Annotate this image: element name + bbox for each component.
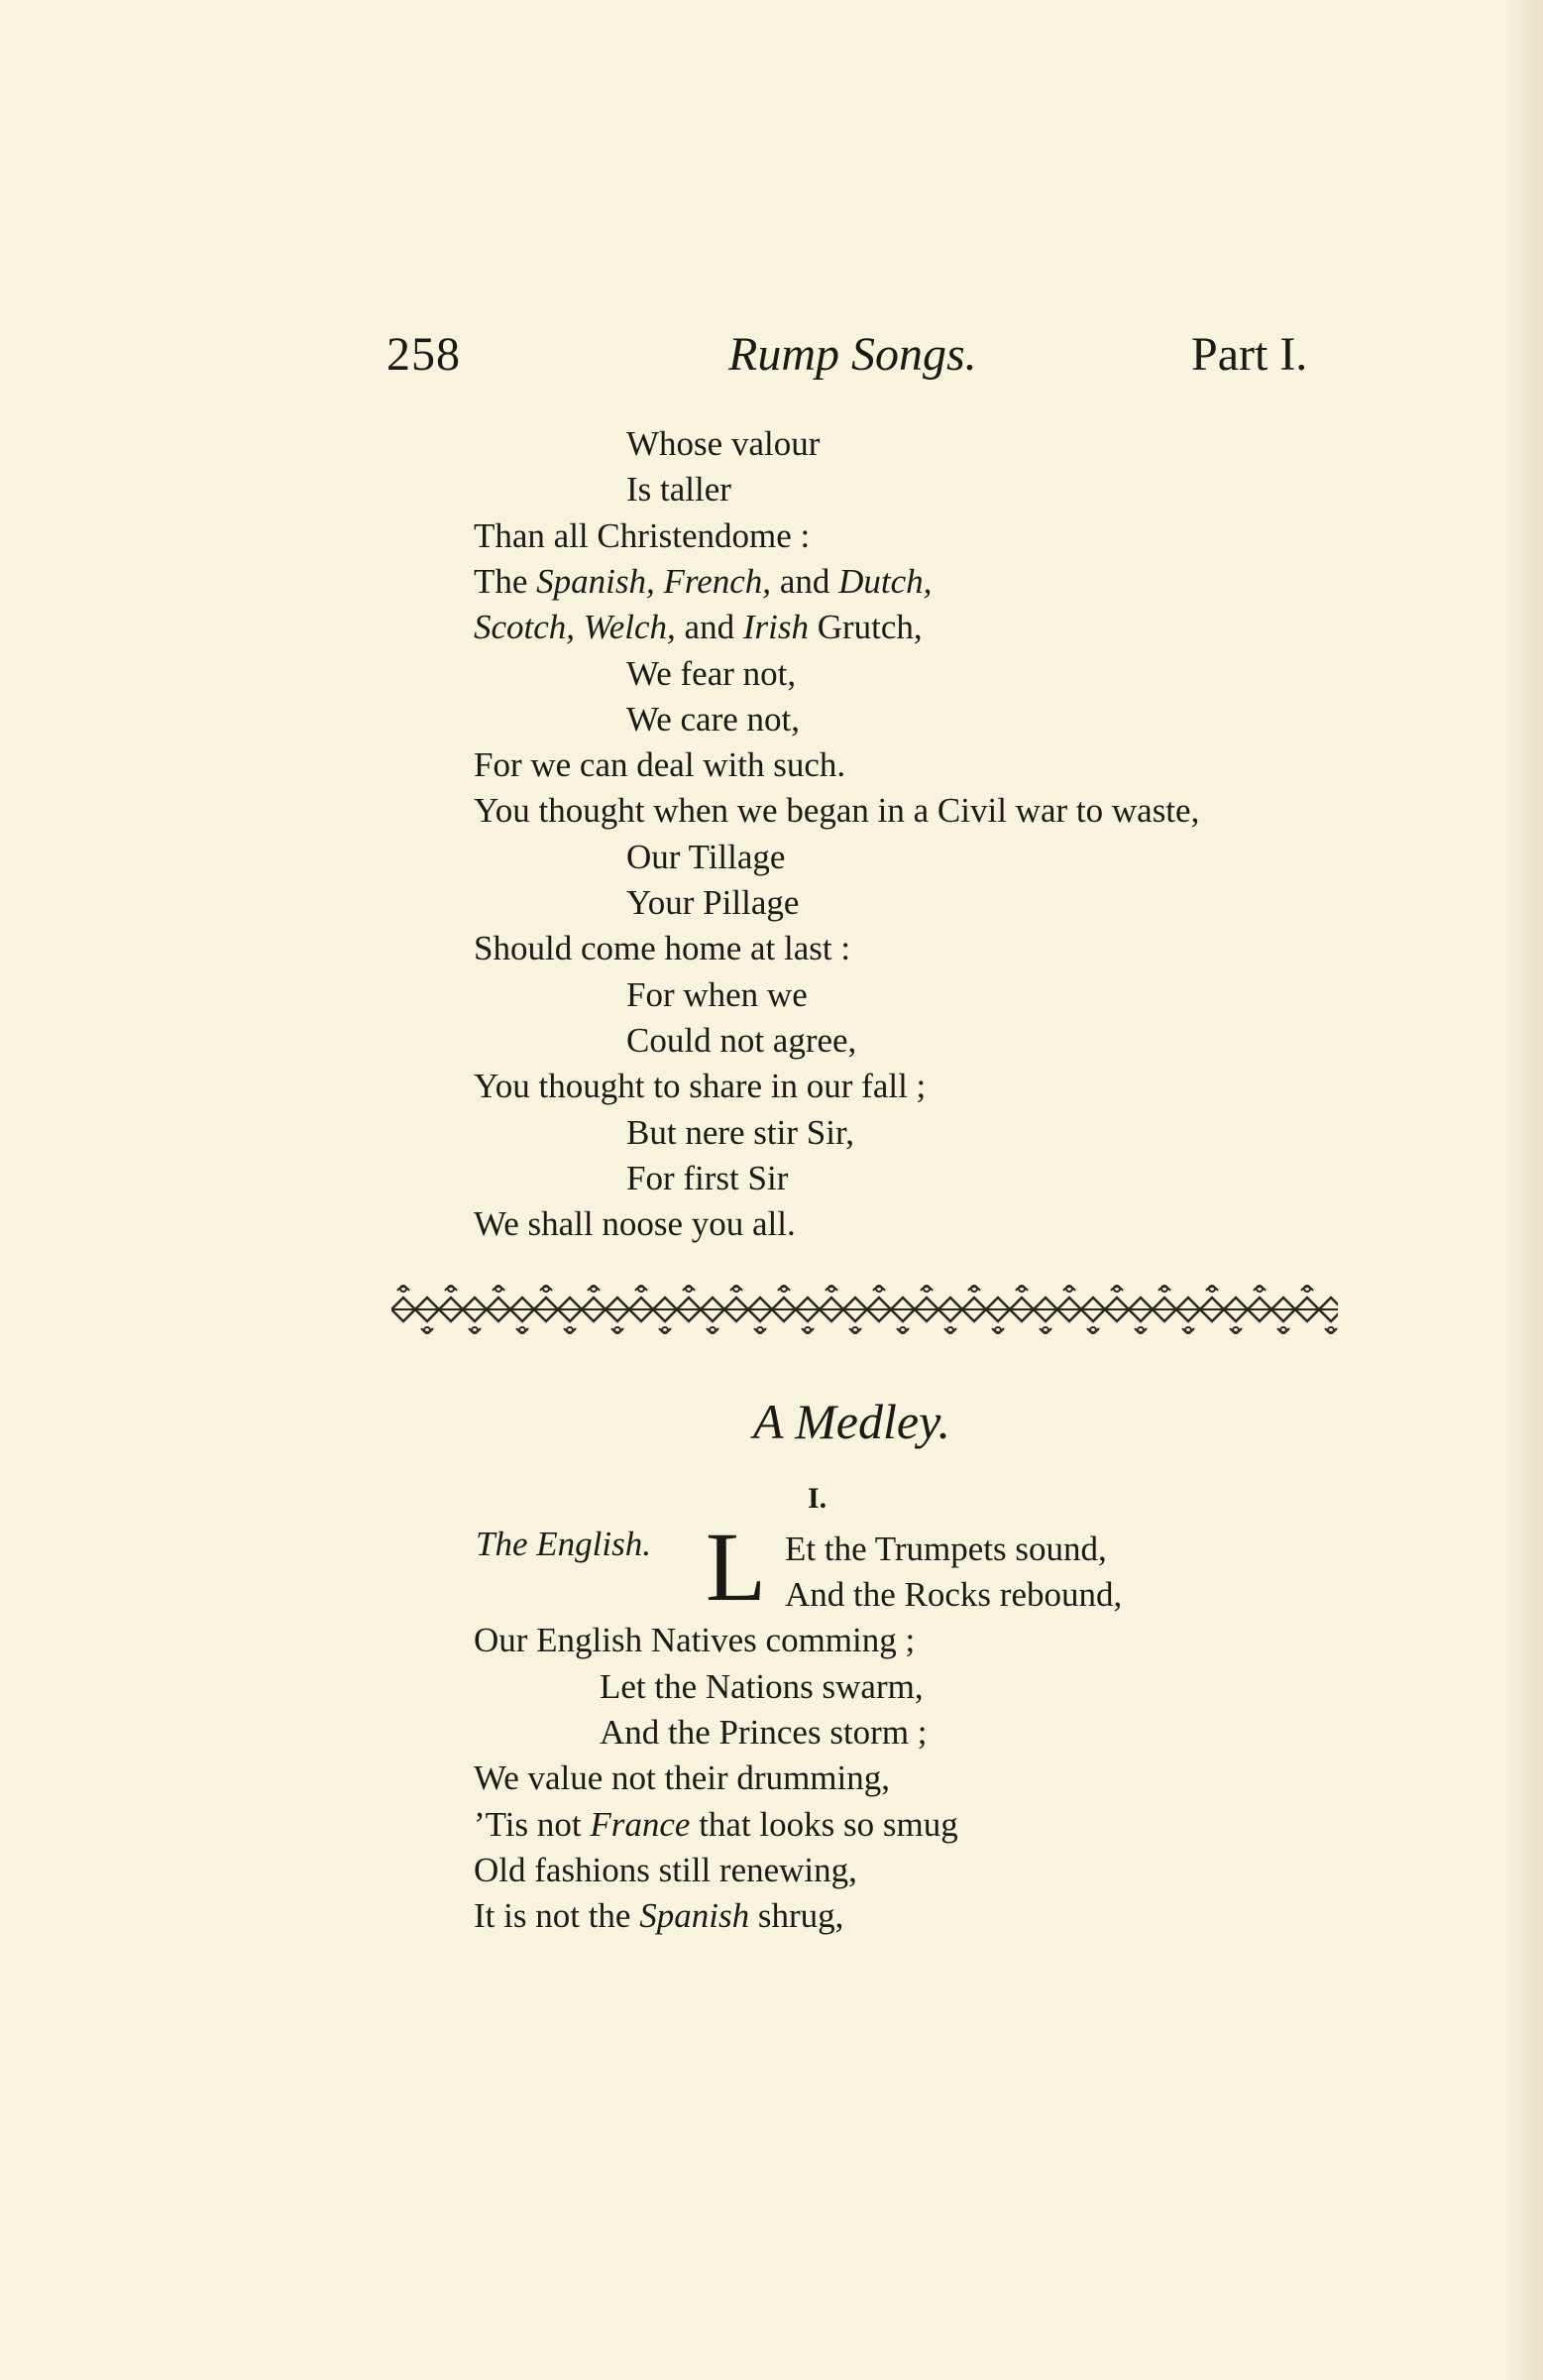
poem-line — [626, 421, 820, 467]
drop-cap: L — [706, 1512, 767, 1622]
line-text: Let the Nations swarm, — [600, 1667, 924, 1706]
line-text: For when we — [626, 974, 808, 1014]
italic-word: Spanish — [639, 1896, 750, 1935]
italic-word: Scotch, — [474, 608, 576, 647]
line-text: For we can deal with such. — [474, 745, 846, 785]
poem-line — [474, 1201, 796, 1247]
italic-word: Dutch, — [838, 561, 933, 601]
italic-word: French, — [663, 561, 772, 601]
poem-line — [474, 1756, 890, 1801]
section-title: A Medley. — [753, 1394, 950, 1449]
line-text: The — [474, 561, 537, 601]
line-text: You thought when we began in a Civil war to waste, — [474, 791, 1200, 831]
poem-line — [626, 1018, 856, 1064]
italic-word: Irish — [742, 608, 809, 647]
line-text: But nere stir Sir, — [626, 1112, 854, 1152]
poem-line — [626, 651, 796, 697]
poem-line — [474, 1848, 857, 1893]
ornament-divider — [391, 1281, 1338, 1338]
poem-line — [474, 788, 1199, 834]
line-text: Our Tillage — [626, 837, 786, 876]
poem-line — [626, 880, 799, 926]
line-text: ’Tis not — [474, 1805, 591, 1844]
line-text: that looks so smug — [690, 1805, 958, 1844]
line-text: shrug, — [749, 1896, 844, 1935]
line-text: For first Sir — [626, 1158, 789, 1197]
line-text: It is not the — [474, 1896, 640, 1935]
poem-line — [474, 742, 845, 788]
line-text: and — [675, 608, 743, 647]
running-header — [386, 327, 1338, 397]
line-text: Old fashions still renewing, — [474, 1851, 857, 1889]
poem-line — [626, 1110, 854, 1156]
poem-line — [785, 1527, 1107, 1572]
line-text: and — [771, 561, 839, 601]
line-text: Than all Christendome : — [474, 515, 811, 555]
stanza-numeral: I. — [808, 1482, 827, 1515]
poem-line — [785, 1572, 1122, 1618]
speaker-sidenote: The English. — [476, 1525, 651, 1563]
line-text: Your Pillage — [626, 883, 800, 922]
poem-line — [474, 1893, 843, 1939]
poem-line — [474, 926, 850, 971]
poem-line — [626, 835, 785, 880]
poem-line — [474, 1618, 915, 1663]
line-text: Our English Natives comming ; — [474, 1621, 916, 1659]
line-text: We care not, — [626, 699, 800, 738]
line-text: We shall noose you all. — [474, 1204, 796, 1244]
poem-line — [626, 1156, 788, 1201]
page-number: 258 — [386, 328, 461, 381]
italic-word: Welch, — [583, 608, 676, 647]
italic-word: France — [590, 1805, 691, 1844]
line-text: Is taller — [626, 470, 731, 510]
italic-word: Spanish, — [536, 561, 655, 601]
page-edge-shadow — [1503, 0, 1543, 2380]
line-text: Grutch, — [808, 608, 923, 647]
part-label: Part I. — [1191, 328, 1308, 381]
poem-line — [626, 467, 731, 512]
line-text: Should come home at last : — [474, 929, 851, 968]
poem-line — [474, 1802, 958, 1848]
line-text — [655, 562, 664, 601]
line-text: Et the Trumpets sound, — [785, 1530, 1107, 1568]
line-text: And the Rocks rebound, — [785, 1575, 1123, 1614]
poem-line — [474, 559, 932, 605]
running-title: Rump Songs. — [728, 328, 977, 381]
poem-line — [474, 605, 923, 650]
line-text: We fear not, — [626, 653, 797, 693]
poem-line — [626, 697, 800, 742]
poem-line — [600, 1664, 924, 1710]
line-text — [575, 608, 584, 646]
poem-line — [626, 972, 808, 1018]
poem-line — [474, 1064, 926, 1109]
poem-line — [600, 1710, 928, 1756]
line-text: Whose valour — [626, 424, 821, 463]
poem-line — [474, 513, 810, 559]
line-text: You thought to share in our fall ; — [474, 1067, 927, 1106]
line-text: We value not their drumming, — [474, 1758, 890, 1797]
line-text: Could not agree, — [626, 1020, 857, 1060]
line-text: And the Princes storm ; — [600, 1713, 928, 1752]
